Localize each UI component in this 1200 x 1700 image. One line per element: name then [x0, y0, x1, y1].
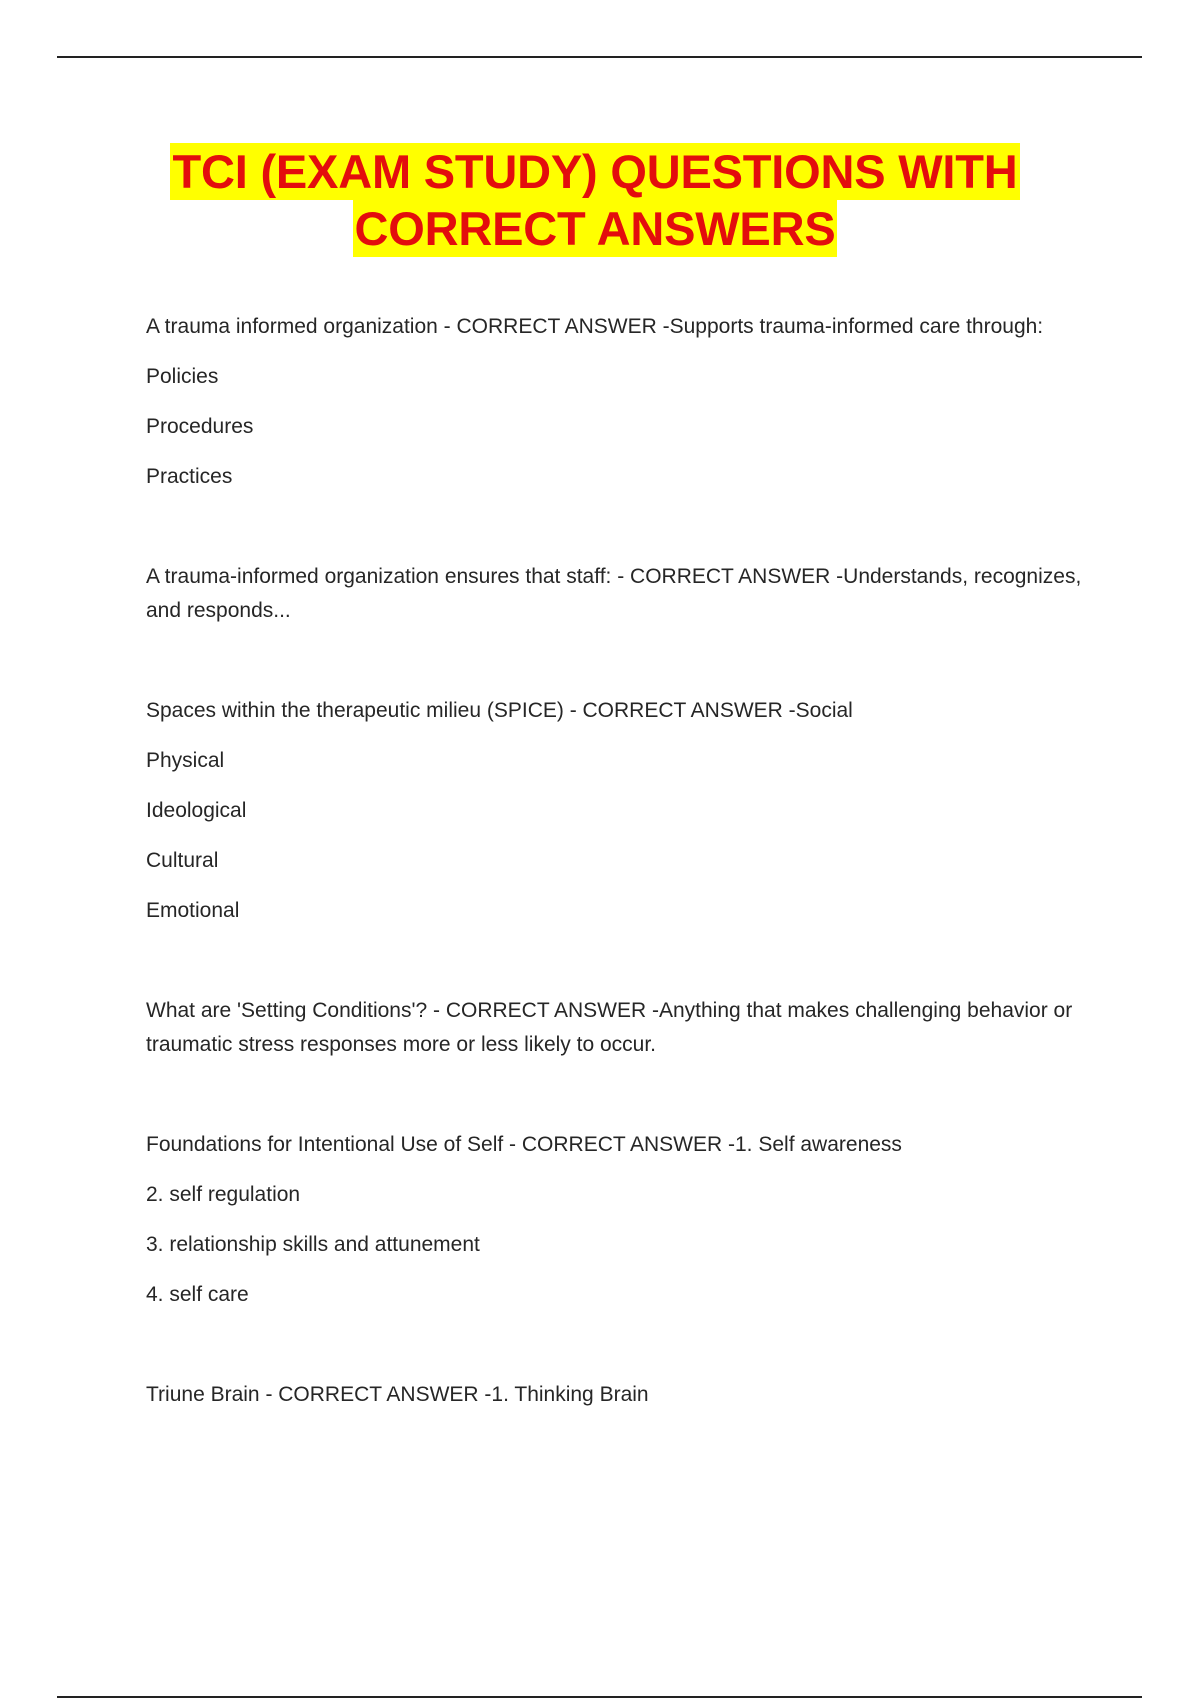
- bottom-rule: [57, 1696, 1142, 1698]
- qa-1-answer-line: Procedures: [146, 415, 254, 438]
- qa-5-answer-line: 4. self care: [146, 1283, 249, 1306]
- top-rule: [57, 56, 1142, 58]
- title-line-2: CORRECT ANSWERS: [354, 202, 836, 255]
- qa-3-answer-line: Ideological: [146, 799, 247, 822]
- document-title: [0, 143, 1190, 257]
- qa-3-answer-line: Cultural: [146, 849, 219, 872]
- qa-4-question: What are 'Setting Conditions'? - CORRECT ANSWER -Anything that makes challenging behavior or traumatic stress responses more or less likely to occur.: [146, 999, 1073, 1056]
- title-line-1: TCI (EXAM STUDY) QUESTIONS WITH: [172, 145, 1018, 198]
- qa-1-answer-line: Policies: [146, 365, 219, 388]
- qa-1-answer-line: Practices: [146, 465, 233, 488]
- qa-5-question: Foundations for Intentional Use of Self - CORRECT ANSWER -1. Self awareness: [146, 1133, 902, 1156]
- qa-1-question: A trauma informed organization - CORRECT ANSWER -Supports trauma-informed care through:: [146, 315, 1044, 338]
- qa-5-answer-line: 3. relationship skills and attunement: [146, 1233, 480, 1256]
- qa-content: [146, 310, 1086, 1428]
- qa-5-answer-line: 2. self regulation: [146, 1183, 301, 1206]
- qa-3-question: Spaces within the therapeutic milieu (SPICE) - CORRECT ANSWER -Social: [146, 699, 853, 722]
- qa-3-answer-line: Physical: [146, 749, 225, 772]
- qa-3-answer-line: Emotional: [146, 899, 240, 922]
- qa-2-question: A trauma-informed organization ensures that staff: - CORRECT ANSWER -Understands, recognizes, and responds...: [146, 565, 1082, 622]
- qa-6-question: Triune Brain - CORRECT ANSWER -1. Thinking Brain: [146, 1383, 649, 1406]
